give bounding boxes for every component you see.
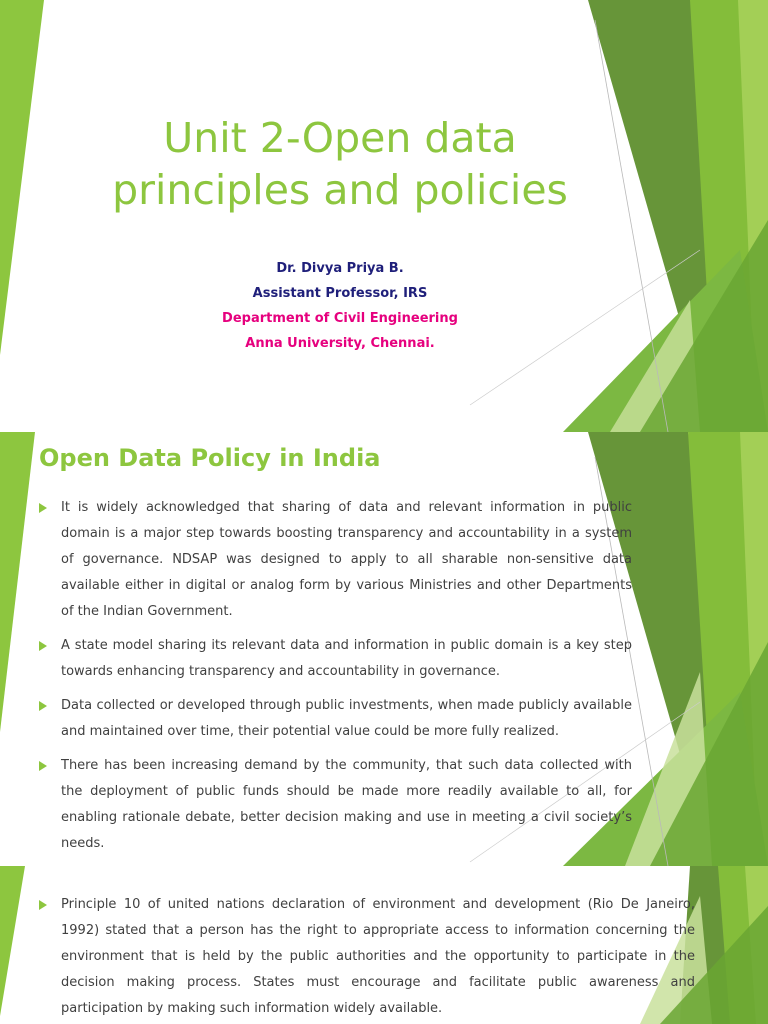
- bullet-list: [38, 892, 695, 1024]
- department-name: Department of Civil Engineering: [222, 311, 458, 326]
- slide-title-line1: Unit 2-Open data: [163, 114, 517, 162]
- green-decoration: [0, 0, 768, 432]
- bullet-arrow-icon: [39, 900, 47, 910]
- slide-heading: Open Data Policy in India: [39, 444, 381, 472]
- title-slide: [0, 0, 768, 432]
- bullet-text: It is widely acknowledged that sharing of data and relevant information in public domain is a major step towards boosting transparency and accountability in a system of governance. NDSAP was designed to apply to all sharable non-sensitive data available either in digital or analog form by various Ministries and other Departments of the Indian Government.: [61, 500, 632, 619]
- bullet-text: There has been increasing demand by the community, that such data collected with the deployment of public funds should be made more readily available to all, for enabling rationale debate, better decision making and use in meeting a civil society’s needs.: [61, 758, 632, 851]
- slide-title-line2: principles and policies: [112, 166, 568, 214]
- bullet-arrow-icon: [39, 701, 47, 711]
- content-slide: [0, 866, 768, 1024]
- bullet-text: Principle 10 of united nations declaration of environment and development (Rio De Janeiro, 1992) stated that a person has the right to appropriate access to information concerning the environment that is held by the public authorities and the opportunity to participate in the decision making process. States must encourage and facilitate public awareness and participation by making such information widely available.: [61, 897, 695, 1016]
- slide-title: [90, 112, 590, 216]
- bullet-arrow-icon: [39, 641, 47, 651]
- list-item: [38, 693, 632, 745]
- content-slide: [0, 432, 768, 866]
- list-item: [38, 753, 632, 857]
- author-name: Dr. Divya Priya B.: [276, 261, 404, 276]
- bullet-arrow-icon: [39, 761, 47, 771]
- bullet-arrow-icon: [39, 503, 47, 513]
- list-item: [38, 892, 695, 1022]
- bullet-list: [38, 495, 632, 865]
- bullet-text: Data collected or developed through public investments, when made publicly available and maintained over time, their potential value could be more fully realized.: [61, 698, 632, 739]
- list-item: [38, 633, 632, 685]
- author-role: Assistant Professor, IRS: [252, 286, 428, 301]
- university-name: Anna University, Chennai.: [245, 336, 435, 351]
- list-item: [38, 495, 632, 625]
- bullet-text: A state model sharing its relevant data and information in public domain is a key step towards enhancing transparency and accountability in governance.: [61, 638, 632, 679]
